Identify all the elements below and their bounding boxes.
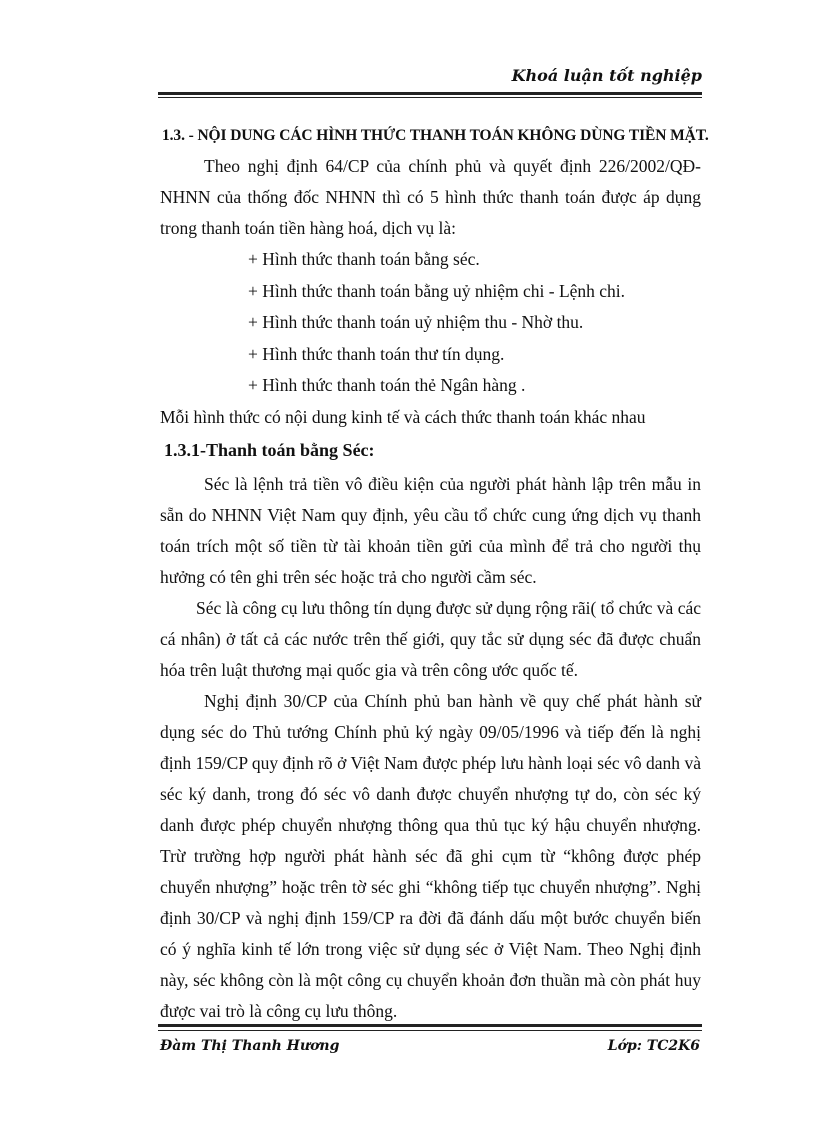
- summary-paragraph: Mỗi hình thức có nội dung kinh tế và cách thức thanh toán khác nhau: [160, 406, 646, 427]
- intro-paragraph: Theo nghị định 64/CP của chính phủ và quyết định 226/2002/QĐ-NHNN của thống đốc NHNN thì có 5 hình thức thanh toán được áp dụng trong thanh toán tiền hàng hoá, dịch vụ là:: [160, 156, 701, 238]
- list-item: + Hình thức thanh toán thư tín dụng.: [248, 343, 505, 364]
- footer-class: Lớp: TC2K6: [607, 1038, 700, 1054]
- header-rule-thin: [158, 97, 702, 98]
- body-paragraph-2: Séc là công cụ lưu thông tín dụng được sử dụng rộng rãi( tổ chức và các cá nhân) ở tất cả các nước trên thế giới, quy tắc sử dụng séc đã được chuẩn hóa trên luật thương mại quốc gia và trên công ước quốc tế.: [160, 597, 701, 680]
- list-item: + Hình thức thanh toán thẻ Ngân hàng .: [248, 375, 526, 395]
- header-rule-thick: [158, 92, 702, 95]
- section-heading: 1.3. - NỘI DUNG CÁC HÌNH THỨC THANH TOÁN KHÔNG DÙNG TIỀN MẶT.: [162, 127, 709, 144]
- footer-rule-thick: [158, 1024, 702, 1027]
- subsection-heading: 1.3.1-Thanh toán bằng Séc:: [164, 439, 375, 460]
- footer-author: Đàm Thị Thanh Hương: [160, 1038, 340, 1054]
- list-item: + Hình thức thanh toán uỷ nhiệm thu - Nhờ thu.: [248, 312, 584, 332]
- payment-forms-list: [160, 244, 701, 402]
- footer-rule-thin: [158, 1030, 702, 1031]
- list-item: + Hình thức thanh toán bằng uỷ nhiệm chi - Lệnh chi.: [248, 280, 626, 301]
- page-content: [160, 127, 709, 1027]
- body-paragraph-3: Nghị định 30/CP của Chính phủ ban hành về quy chế phát hành sử dụng séc do Thủ tướng Chính phủ ký ngày 09/05/1996 và tiếp đến là nghị định 159/CP quy định rõ ở Việt Nam được phép lưu hành loại séc vô danh và séc ký danh, trong đó séc vô danh được chuyển nhượng tự do, còn séc ký danh được phép chuyển nhượng thông qua thủ tục ký hậu chuyển nhượng. Trừ trường hợp người phát hành séc đã ghi cụm từ “không được phép chuyển nhượng” hoặc trên tờ séc ghi “không tiếp tục chuyển nhượng”. Nghị định 30/CP và nghị định 159/CP ra đời đã đánh dấu một bước chuyển biến có ý nghĩa kinh tế lớn trong việc sử dụng séc ở Việt Nam. Theo Nghị định này, séc không còn là một công cụ chuyển khoản đơn thuần mà còn phát huy được vai trò là công cụ lưu thông.: [160, 690, 701, 1021]
- header-title: Khoá luận tốt nghiệp: [511, 66, 702, 85]
- list-item: + Hình thức thanh toán bằng séc.: [248, 249, 480, 269]
- body-paragraph-1: Séc là lệnh trả tiền vô điều kiện của người phát hành lập trên mẫu in sẵn do NHNN Việt Nam quy định, yêu cầu tổ chức cung ứng dịch vụ thanh toán trích một số tiền từ tài khoản tiền gửi của mình để trả cho người thụ hưởng có tên ghi trên séc hoặc trả cho người cầm séc.: [160, 473, 701, 587]
